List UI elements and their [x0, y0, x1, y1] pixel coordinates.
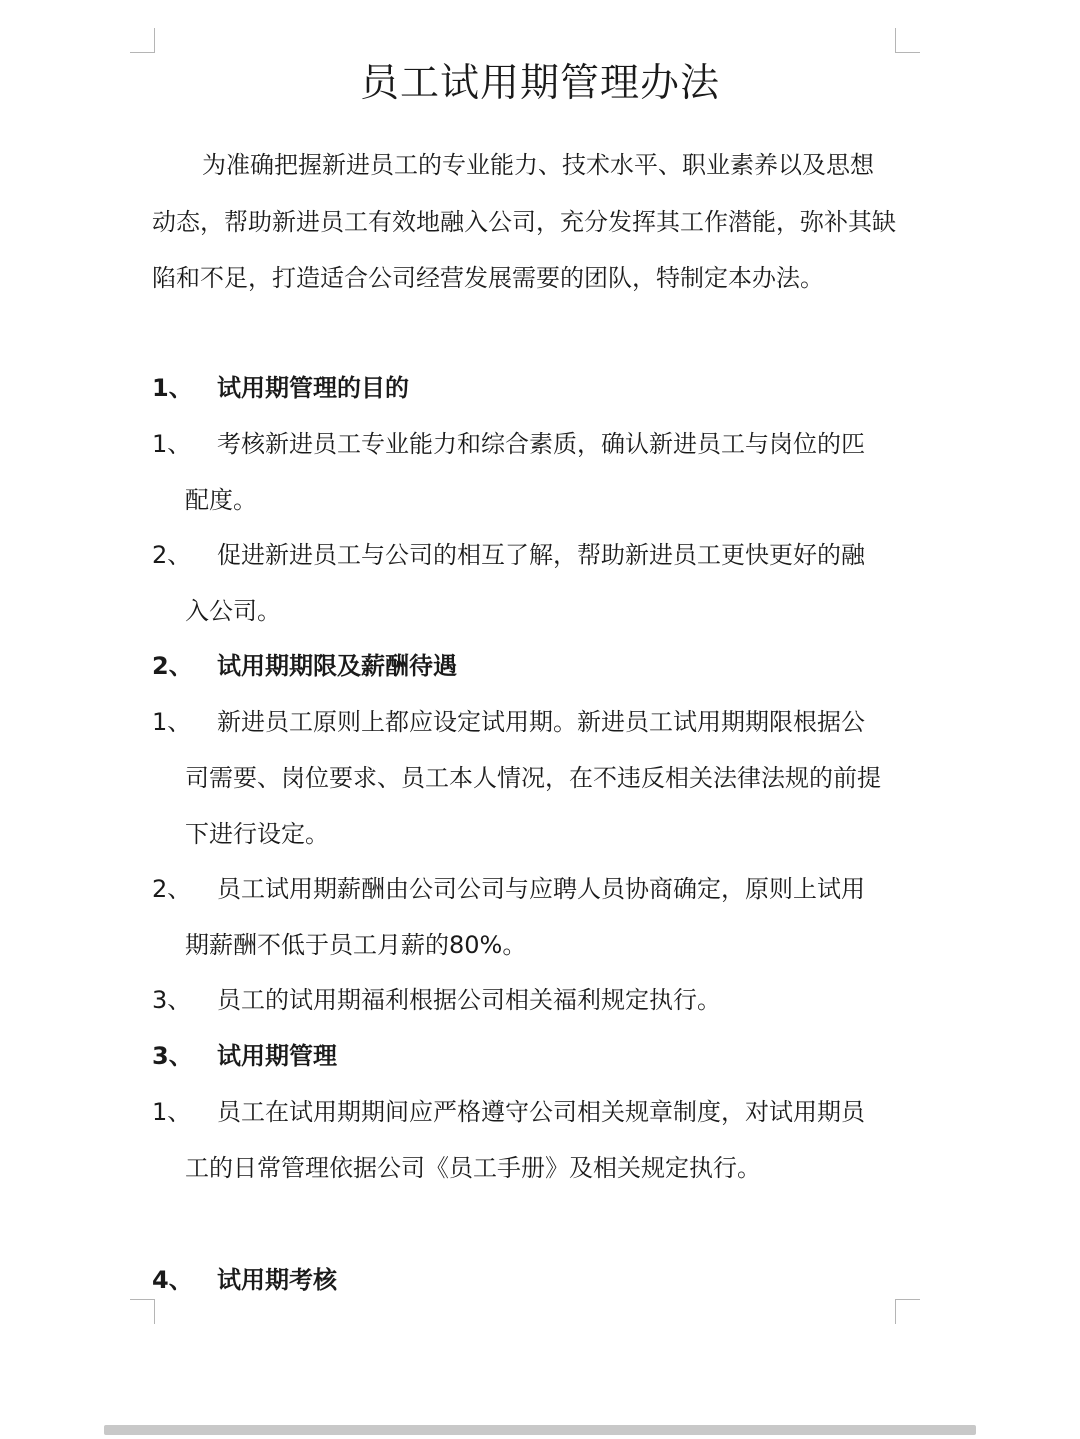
item-number: 2、 [152, 875, 192, 903]
item-text-continued: 配度。 [185, 486, 257, 514]
item-text-continued: 期薪酬不低于员工月薪的80%。 [185, 931, 527, 959]
item-text-continued: 入公司。 [185, 597, 281, 625]
item-number: 1、 [152, 1098, 192, 1126]
section-title: 试用期管理 [217, 1042, 337, 1070]
section-number: 2、 [152, 652, 193, 680]
section-title: 试用期考核 [217, 1266, 337, 1294]
item-text-continued: 司需要、岗位要求、员工本人情况，在不违反相关法律法规的前提下进行设定。 [185, 764, 881, 848]
list-item-2-2 [152, 861, 897, 973]
item-text-continued: 工的日常管理依据公司《员工手册》及相关规定执行。 [185, 1154, 761, 1182]
list-item-3-1 [152, 1084, 897, 1196]
list-item-1-1 [152, 416, 897, 528]
section-heading-4 [152, 1252, 897, 1308]
intro-paragraph: 为准确把握新进员工的专业能力、技术水平、职业素养以及思想动态，帮助新进员工有效地融入公司，充分发挥其工作潜能，弥补其缺陷和不足，打造适合公司经营发展需要的团队，特制定本办法。 [152, 151, 896, 292]
horizontal-scrollbar[interactable] [104, 1425, 976, 1435]
page-corner-mark-top-right [895, 28, 920, 53]
item-number: 1、 [152, 708, 192, 736]
section-number: 1、 [152, 374, 193, 402]
section-heading-2 [152, 638, 897, 694]
section-title: 试用期期限及薪酬待遇 [217, 652, 457, 680]
page-corner-mark-top-left [130, 28, 155, 53]
item-number: 1、 [152, 430, 192, 458]
section-number: 4、 [152, 1266, 193, 1294]
section-title: 试用期管理的目的 [217, 374, 409, 402]
item-text: 员工的试用期福利根据公司相关福利规定执行。 [217, 986, 721, 1014]
list-item-1-2 [152, 527, 897, 639]
item-text: 考核新进员工专业能力和综合素质，确认新进员工与岗位的匹 [217, 430, 865, 458]
item-number: 2、 [152, 541, 192, 569]
section-heading-3 [152, 1028, 897, 1084]
document-title: 员工试用期管理办法 [359, 61, 720, 106]
section-number: 3、 [152, 1042, 193, 1070]
item-text: 促进新进员工与公司的相互了解，帮助新进员工更快更好的融 [217, 541, 865, 569]
item-text: 员工试用期薪酬由公司公司与应聘人员协商确定，原则上试用 [217, 875, 865, 903]
section-heading-1 [152, 360, 897, 416]
item-text: 新进员工原则上都应设定试用期。新进员工试用期期限根据公 [217, 708, 865, 736]
list-item-2-3 [152, 972, 897, 1028]
item-number: 3、 [152, 986, 192, 1014]
list-item-2-1 [152, 694, 897, 862]
page-corner-mark-bottom-right [895, 1299, 920, 1324]
item-text: 员工在试用期期间应严格遵守公司相关规章制度，对试用期员 [217, 1098, 865, 1126]
